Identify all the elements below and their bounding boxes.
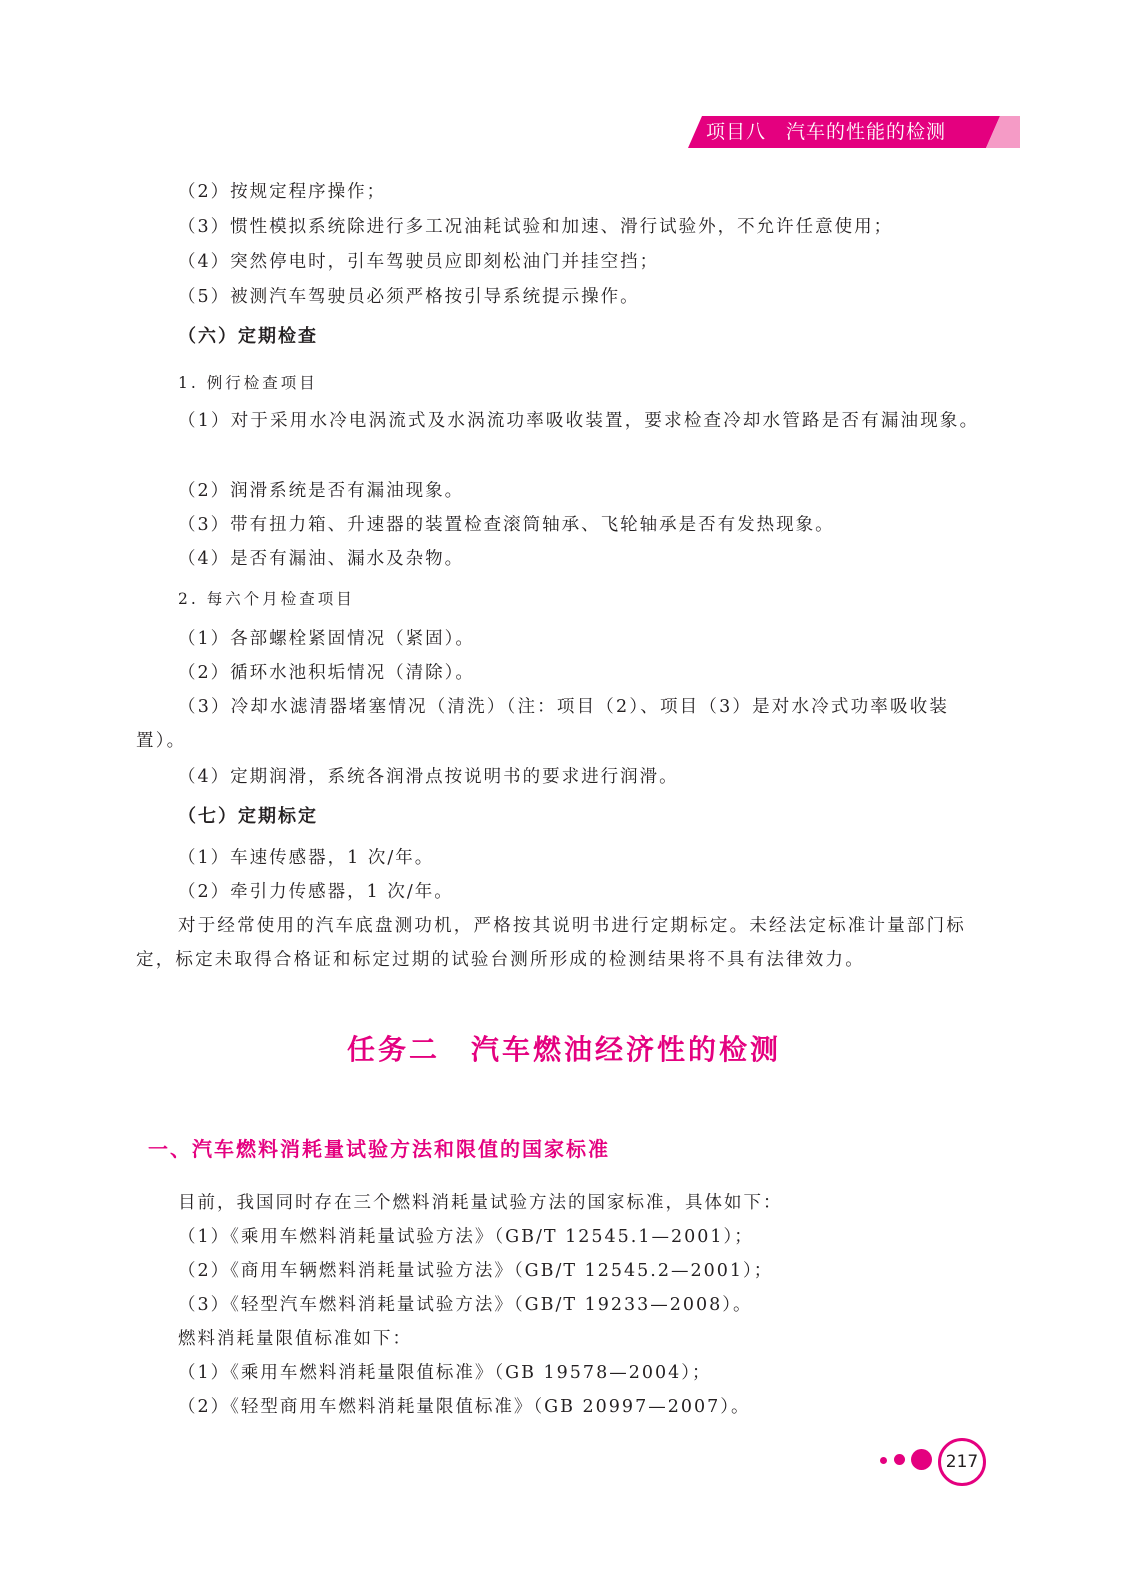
list-item: （2）牵引力传感器，1 次/年。 xyxy=(178,882,454,902)
chapter-title: 项目八 汽车的性能的检测 xyxy=(706,121,947,143)
list-item: （3）惯性模拟系统除进行多工况油耗试验和加速、滑行试验外，不允许任意使用； xyxy=(178,217,894,237)
list-item: （2）《轻型商用车燃料消耗量限值标准》（GB 20997—2007）。 xyxy=(178,1397,751,1417)
list-item: （4）是否有漏油、漏水及杂物。 xyxy=(178,549,465,569)
subsection-heading: （六）定期检查 xyxy=(178,326,318,347)
list-item: （4）突然停电时，引车驾驶员应即刻松油门并挂空挡； xyxy=(178,252,660,272)
paragraph: 对于经常使用的汽车底盘测功机，严格按其说明书进行定期标定。未经法定标准计量部门标定，标定未取得合格证和标定过期的试验台测所形成的检测结果将不具有法律效力。 xyxy=(136,916,966,970)
list-item: （1）《乘用车燃料消耗量试验方法》（GB/T 12545.1—2001）； xyxy=(178,1227,754,1247)
subsection-heading: （七）定期标定 xyxy=(178,806,318,827)
paragraph: （1）对于采用水冷电涡流式及水涡流功率吸收装置，要求检查冷却水管路是否有漏油现象。 xyxy=(178,411,980,431)
list-item: （2）循环水池积垢情况（清除）。 xyxy=(178,663,475,683)
list-item: （2）按规定程序操作； xyxy=(178,182,387,202)
list-item: （1）车速传感器，1 次/年。 xyxy=(178,848,435,868)
list-item: （1）各部螺栓紧固情况（紧固）。 xyxy=(178,629,475,649)
list-item: （5）被测汽车驾驶员必须严格按引导系统提示操作。 xyxy=(178,287,640,307)
subsection-subheading: 1. 例行检查项目 xyxy=(178,374,318,392)
page-number: 217 xyxy=(938,1438,986,1486)
list-item: （2）《商用车辆燃料消耗量试验方法》（GB/T 12545.2—2001）； xyxy=(178,1261,774,1281)
paragraph: 燃料消耗量限值标准如下： xyxy=(178,1329,412,1349)
list-item: （4）定期润滑，系统各润滑点按说明书的要求进行润滑。 xyxy=(178,767,679,787)
subsection-subheading: 2. 每六个月检查项目 xyxy=(178,590,355,608)
section-title: 一、汽车燃料消耗量试验方法和限值的国家标准 xyxy=(148,1137,610,1161)
page-number-badge xyxy=(876,1438,996,1482)
decorative-dot xyxy=(880,1457,887,1464)
decorative-dot xyxy=(911,1449,932,1470)
paragraph: （3）冷却水滤清器堵塞情况（清洗）（注：项目（2）、项目（3）是对水冷式功率吸收装置）。 xyxy=(136,697,950,751)
list-item: （3）带有扭力箱、升速器的装置检查滚筒轴承、飞轮轴承是否有发热现象。 xyxy=(178,515,835,535)
list-item: （2）润滑系统是否有漏油现象。 xyxy=(178,481,465,501)
running-header xyxy=(688,116,1020,148)
task-title: 任务二 汽车燃油经济性的检测 xyxy=(346,1033,781,1066)
decorative-dot xyxy=(894,1454,905,1465)
list-item: （3）《轻型汽车燃料消耗量试验方法》（GB/T 19233—2008）。 xyxy=(178,1295,753,1315)
paragraph: 目前，我国同时存在三个燃料消耗量试验方法的国家标准，具体如下： xyxy=(178,1193,783,1213)
list-item: （1）《乘用车燃料消耗量限值标准》（GB 19578—2004）； xyxy=(178,1363,712,1383)
